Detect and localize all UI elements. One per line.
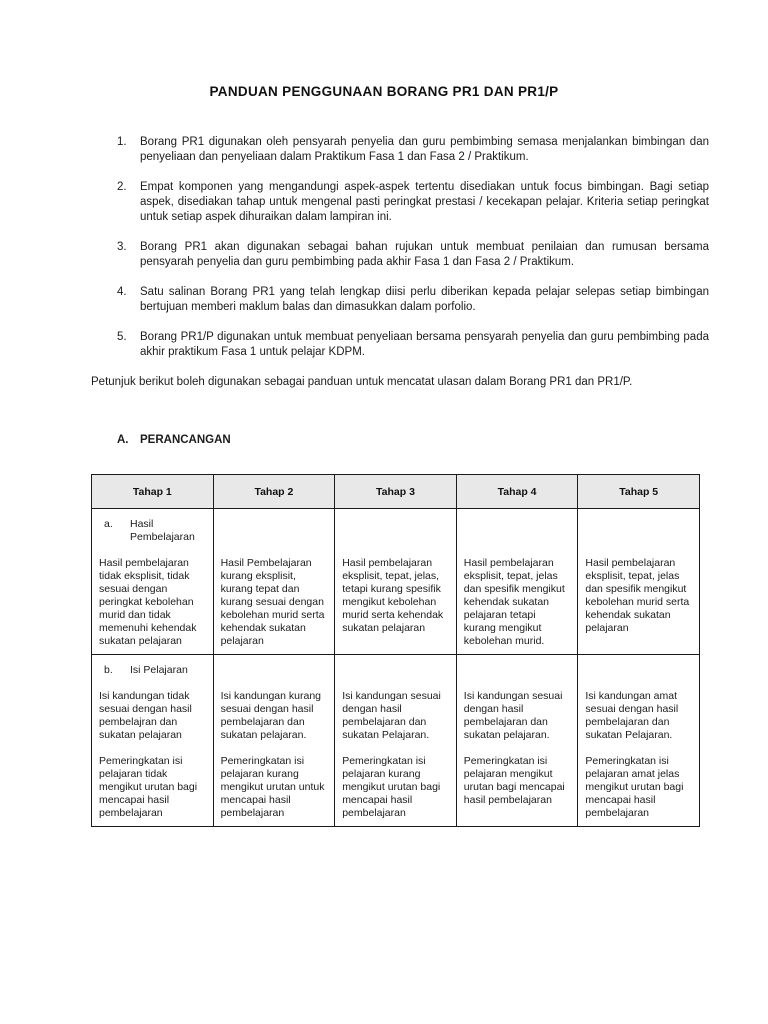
table-row-hasil-pembelajaran [92,509,700,655]
cell-spacer [464,664,571,690]
note-text: Petunjuk berikut boleh digunakan sebagai panduan untuk mencatat ulasan dalam Borang PR1 dan PR1/P. [91,376,633,388]
cell-spacer [342,518,449,557]
cell-paragraph: Isi kandungan sesuai dengan hasil pembelajaran dan sukatan pelajaran. [463,690,563,741]
cell-paragraph: Pemeringkatan isi pelajaran mengikut urutan bagi mencapai hasil pembelajaran [463,755,565,806]
cell-paragraph: Isi kandungan kurang sesuai dengan hasil pembelajaran dan sukatan pelajaran. [220,690,321,741]
cell-spacer [221,664,328,690]
row-heading [99,664,206,677]
cell-paragraph: Pemeringkatan isi pelajaran kurang mengikut urutan bagi mencapai hasil pembelajaran [342,755,441,819]
intro-list [117,135,709,360]
body-cell [456,655,578,827]
item-number: 1. [117,136,127,148]
body-cell [213,655,335,827]
cell-paragraph: Hasil pembelajaran tidak eksplisit, tidak sesuai dengan peringkat kebolehan murid dan tidak memenuhi kehendak sukatan pelajaran [99,557,197,647]
list-item [117,240,709,270]
item-number: 2. [117,181,127,193]
cell-spacer [585,664,692,690]
list-item [117,285,709,315]
cell-paragraph: Hasil pembelajaran eksplisit, tepat, jelas, tetapi kurang spesifik mengikut kebolehan murid serta kehendak sukatan pelajaran [342,557,444,634]
row-heading-letter: b. [104,664,113,676]
body-cell [578,509,700,655]
body-cell [456,509,578,655]
body-cell [92,509,214,655]
body-cell [335,655,457,827]
cell-paragraph: Isi kandungan tidak sesuai dengan hasil pembelajran dan sukatan pelajaran [99,690,192,741]
item-text: Borang PR1 akan digunakan sebagai bahan rujukan untuk membuat penilaian dan rumusan bersama pensyarah penyelia dan guru pembimbing pada akhir Fasa 1 dan Fasa 2 / Praktikum. [140,241,709,268]
cell-paragraph: Isi kandungan sesuai dengan hasil pembelajaran dan sukatan Pelajaran. [342,690,441,741]
row-heading-text: Isi Pelajaran [130,664,188,676]
cell-paragraph: Hasil pembelajaran eksplisit, tepat, jelas dan spesifik mengikut kehendak sukatan pelajaran tetapi kurang mengikut kebolehan murid. [463,557,565,647]
item-number: 5. [117,331,127,343]
item-number: 3. [117,241,127,253]
cell-paragraph: Hasil Pembelajaran kurang eksplisit, kurang tepat dan kurang sesuai dengan kebolehan murid serta kehendak sukatan pelajaran [220,557,325,647]
row-heading-letter: a. [104,518,113,530]
header-cell-tahap-1: Tahap 1 [92,475,214,509]
list-item [117,135,709,165]
cell-spacer [464,518,571,557]
tahap-rubric-table [91,474,700,827]
body-cell [578,655,700,827]
cell-paragraph: Hasil pembelajaran eksplisit, tepat, jelas dan spesifik mengikut kebolehan murid serta kehendak sukatan pelajaran [585,557,690,634]
header-cell-tahap-3: Tahap 3 [335,475,457,509]
cell-paragraph: Pemeringkatan isi pelajaran amat jelas mengikut urutan bagi mencapai hasil pembelajaran [585,755,684,819]
section-heading [117,434,709,446]
list-item [117,330,709,360]
row-heading [99,518,206,544]
item-text: Empat komponen yang mengandungi aspek-aspek tertentu disediakan untuk focus bimbingan. Bagi setiap aspek, disediakan tahap untuk mengenal pasti peringkat prestasi / kecekapan pelajar. Kriteria setiap peringkat untuk setiap aspek dihuraikan dalam lampiran ini. [140,181,709,223]
item-text: Borang PR1 digunakan oleh pensyarah penyelia dan guru pembimbing semasa menjalankan bimbingan dan penyeliaan dan penyeliaan dalam Praktikum Fasa 1 dan Fasa 2 / Praktikum. [140,136,709,163]
header-cell-tahap-2: Tahap 2 [213,475,335,509]
section-title: PERANCANGAN [140,434,231,446]
header-cell-tahap-4: Tahap 4 [456,475,578,509]
document-title: PANDUAN PENGGUNAAN BORANG PR1 DAN PR1/P [209,84,559,99]
cell-spacer [342,664,449,690]
list-item [117,180,709,225]
cell-spacer [585,518,692,557]
table-header-row [92,475,700,509]
item-text: Borang PR1/P digunakan untuk membuat penyeliaan bersama pensyarah penyelia dan guru pembimbing pada akhir praktikum Fasa 1 untuk pelajar KDPM. [140,331,709,358]
body-cell [92,655,214,827]
item-number: 4. [117,286,127,298]
cell-paragraph: Isi kandungan amat sesuai dengan hasil pembelajaran dan sukatan Pelajaran. [585,690,679,741]
header-cell-tahap-5: Tahap 5 [578,475,700,509]
body-cell [335,509,457,655]
cell-spacer [221,518,328,557]
section-label: A. [117,434,129,446]
row-heading-text: Hasil Pembelajaran [130,518,195,543]
body-cell [213,509,335,655]
cell-paragraph: Pemeringkatan isi pelajaran tidak mengikut urutan bagi mencapai hasil pembelajaran [99,755,198,819]
table-row-isi-pelajaran [92,655,700,827]
item-text: Satu salinan Borang PR1 yang telah lengkap diisi perlu diberikan kepada pelajar selepas setiap bimbingan bertujuan memberi maklum balas dan dimasukkan dalam porfolio. [140,286,709,313]
cell-paragraph: Pemeringkatan isi pelajaran kurang mengikut urutan untuk mencapai hasil pembelajaran [220,755,325,819]
